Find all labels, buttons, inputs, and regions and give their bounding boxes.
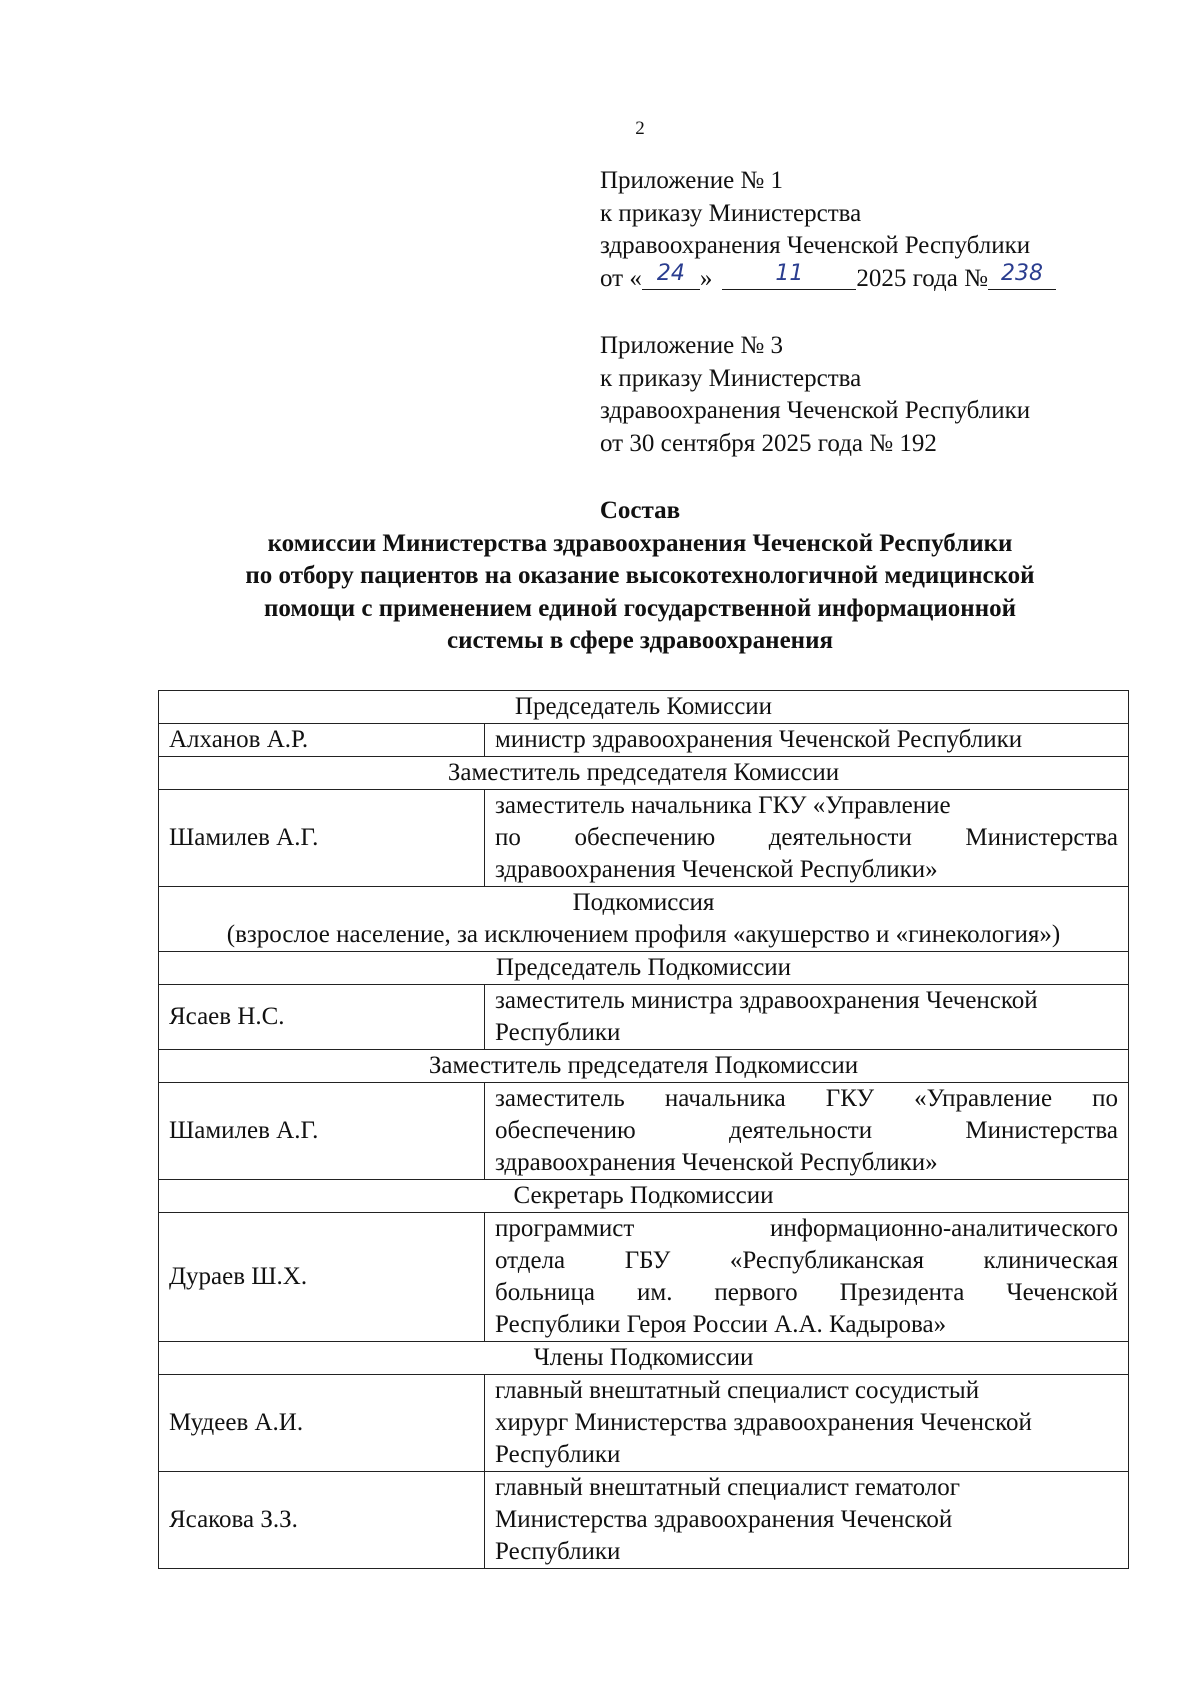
day-suffix: » [699,264,713,292]
sub-deputy-header: Заместитель председателя Подкомиссии [159,1050,1129,1083]
sub-deputy-role-line-2: обеспечению деятельности Министерства [495,1117,1118,1144]
title-line-1: Состав [599,497,681,524]
secretary-role-line-1: программист информационно-аналитического [495,1215,1118,1242]
chairman-role: министр здравоохранения Чеченской Республики [485,724,1129,757]
table-row [159,952,1129,985]
table-row [159,1180,1129,1213]
table-row [159,1472,1129,1569]
sub-deputy-name: Шамилев А.Г. [159,1083,485,1180]
table-row [159,1375,1129,1472]
table-row [159,757,1129,790]
deputy-role-line-1: заместитель начальника ГКУ «Управление [495,792,951,819]
sub-chairman-role-line-1: заместитель министра здравоохранения Чеченской [495,987,1038,1014]
appendix-3-date: от 30 сентября 2025 года № 192 [600,429,937,457]
table-row [159,1050,1129,1083]
chairman-name: Алханов А.Р. [159,724,485,757]
appendix-1-title: Приложение № 1 [600,167,784,194]
chairman-header: Председатель Комиссии [159,691,1129,724]
handwritten-day: 24 [656,260,685,286]
member-2-role-line-2: Министерства здравоохранения Чеченской [495,1506,953,1533]
appendix-1-order-ref: к приказу Министерства [600,199,862,227]
title-line-5: системы в сфере здравоохранения [446,627,834,654]
secretary-name: Дураев Ш.Х. [159,1213,485,1342]
document-title [0,495,1200,658]
sub-deputy-role-line-3: здравоохранения Чеченской Республики» [495,1149,938,1176]
sub-chairman-role-line-2: Республики [495,1019,621,1046]
table-row [159,887,1129,952]
table-row [159,724,1129,757]
deputy-role [485,790,1129,887]
commission-composition-table [158,690,1129,1569]
appendix-1-block [600,165,1056,295]
appendix-3-title: Приложение № 3 [600,332,784,359]
subcommission-header [159,887,1129,952]
handwritten-month: 11 [775,260,804,286]
table-row [159,1213,1129,1342]
secretary-role [485,1213,1129,1342]
table-row [159,1342,1129,1375]
appendix-1-date-line [600,260,1056,296]
subcommission-title: Подкомиссия [572,889,715,916]
table-row [159,790,1129,887]
year-and-number-label: 2025 года № [856,264,988,292]
title-line-4: помощи с применением единой государственной информационной [263,594,1017,622]
secretary-header: Секретарь Подкомиссии [159,1180,1129,1213]
day-blank [642,260,700,290]
table-row [159,985,1129,1050]
appendix-1-ministry: здравоохранения Чеченской Республики [600,232,1031,259]
member-1-name: Мудеев А.И. [159,1375,485,1472]
member-1-role [485,1375,1129,1472]
appendix-3-block [600,330,1030,460]
member-1-role-line-1: главный внештатный специалист сосудистый [495,1377,980,1404]
members-header: Члены Подкомиссии [159,1342,1129,1375]
date-prefix: от « [600,264,642,292]
sub-chairman-header: Председатель Подкомиссии [159,952,1129,985]
sub-deputy-role-line-1: заместитель начальника ГКУ «Управление по [495,1085,1118,1112]
handwritten-order-number: 238 [1000,260,1043,286]
title-line-2: комиссии Министерства здравоохранения Чеченской Республики [267,529,1013,557]
deputy-header: Заместитель председателя Комиссии [159,757,1129,790]
member-1-role-line-2: хирург Министерства здравоохранения Чеченской [495,1409,1032,1436]
member-2-name: Ясакова З.З. [159,1472,485,1569]
sub-chairman-role [485,985,1129,1050]
appendix-3-ministry: здравоохранения Чеченской Республики [600,397,1031,424]
sub-chairman-name: Ясаев Н.С. [159,985,485,1050]
subcommission-scope: (взрослое население, за исключением профиля «акушерство и «гинекология») [226,921,1061,948]
secretary-role-line-2: отдела ГБУ «Республиканская клиническая [495,1247,1118,1274]
deputy-role-line-3: здравоохранения Чеченской Республики» [495,856,938,883]
member-2-role-line-1: главный внештатный специалист гематолог [495,1474,960,1501]
secretary-role-line-4: Республики Героя России А.А. Кадырова» [495,1311,947,1338]
deputy-name: Шамилев А.Г. [159,790,485,887]
month-blank [722,260,856,290]
appendix-3-order-ref: к приказу Министерства [600,364,862,392]
member-1-role-line-3: Республики [495,1441,621,1468]
table-row [159,1083,1129,1180]
secretary-role-line-3: больница им. первого Президента Чеченской [495,1279,1118,1306]
member-2-role-line-3: Республики [495,1538,621,1565]
title-line-3: по отбору пациентов на оказание высокотехнологичной медицинской [245,562,1035,589]
page-number: 2 [635,118,645,139]
deputy-role-line-2: по обеспечению деятельности Министерства [495,824,1118,851]
table-row [159,691,1129,724]
number-blank [988,260,1056,290]
member-2-role [485,1472,1129,1569]
sub-deputy-role [485,1083,1129,1180]
